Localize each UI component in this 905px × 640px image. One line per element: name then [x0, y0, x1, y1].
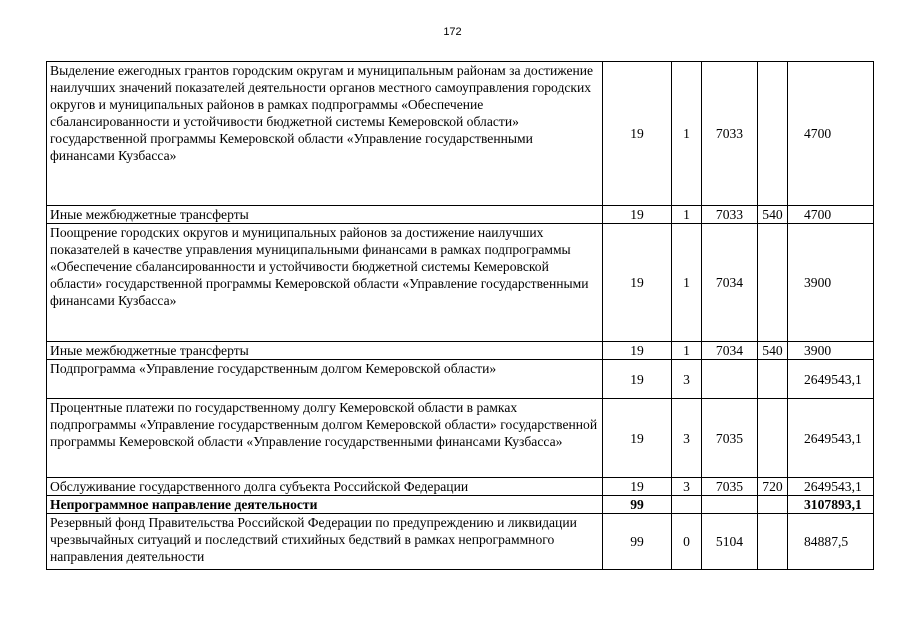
amount: 3900 — [788, 342, 874, 360]
expense-type-code — [758, 360, 788, 399]
amount: 4700 — [788, 62, 874, 206]
amount: 2649543,1 — [788, 360, 874, 399]
table-row — [47, 62, 874, 206]
row-name: Подпрограмма «Управление государственным долгом Кемеровской области» — [47, 360, 603, 399]
expense-type-code — [758, 62, 788, 206]
amount: 3900 — [788, 224, 874, 342]
row-name: Непрограммное направление деятельности — [47, 496, 603, 514]
row-name: Выделение ежегодных грантов городским округам и муниципальным районам за достижение наилучших значений показателей деятельности органов местного самоуправления городских округов и муниципальных районов в рамках подпрограммы «Обеспечение сбалансированности и устойчивости бюджетной системы Кемеровской области» государственной программы Кемеровской области «Управление государственными финансами Кузбасса» — [47, 62, 603, 206]
direction-code: 7034 — [702, 342, 758, 360]
table-row — [47, 399, 874, 478]
amount: 2649543,1 — [788, 478, 874, 496]
row-name: Процентные платежи по государственному долгу Кемеровской области в рамках подпрограммы «Управление государственным долгом Кемеровской области» государственной программы Кемеровской области «Управление государственными финансами Кузбасса» — [47, 399, 603, 478]
subprogram-code: 3 — [672, 478, 702, 496]
expense-type-code: 720 — [758, 478, 788, 496]
program-code: 19 — [603, 342, 672, 360]
subprogram-code: 1 — [672, 342, 702, 360]
table-row — [47, 496, 874, 514]
direction-code — [702, 496, 758, 514]
subprogram-code: 1 — [672, 206, 702, 224]
page-number: 172 — [443, 26, 462, 38]
direction-code: 7034 — [702, 224, 758, 342]
table-row — [47, 206, 874, 224]
amount: 84887,5 — [788, 514, 874, 570]
table-row — [47, 514, 874, 570]
row-name: Резервный фонд Правительства Российской Федерации по предупреждению и ликвидации чрезвычайных ситуаций и последствий стихийных бедствий в рамках непрограммного направления деятельности — [47, 514, 603, 570]
direction-code: 7035 — [702, 478, 758, 496]
subprogram-code: 1 — [672, 62, 702, 206]
row-name: Обслуживание государственного долга субъекта Российской Федерации — [47, 478, 603, 496]
subprogram-code: 1 — [672, 224, 702, 342]
table-row — [47, 224, 874, 342]
table-row — [47, 478, 874, 496]
table-row — [47, 342, 874, 360]
subprogram-code: 3 — [672, 399, 702, 478]
direction-code: 7035 — [702, 399, 758, 478]
table-row — [47, 360, 874, 399]
row-name: Поощрение городских округов и муниципальных районов за достижение наилучших показателей в качестве управления муниципальными финансами в рамках подпрограммы «Обеспечение сбалансированности и устойчивости бюджетной системы Кемеровской области» государственной программы Кемеровской области «Управление государственными финансами Кузбасса» — [47, 224, 603, 342]
expense-type-code: 540 — [758, 342, 788, 360]
program-code: 99 — [603, 514, 672, 570]
row-name: Иные межбюджетные трансферты — [47, 342, 603, 360]
direction-code: 5104 — [702, 514, 758, 570]
row-name: Иные межбюджетные трансферты — [47, 206, 603, 224]
expense-type-code — [758, 399, 788, 478]
direction-code: 7033 — [702, 206, 758, 224]
subprogram-code: 3 — [672, 360, 702, 399]
amount: 4700 — [788, 206, 874, 224]
amount: 3107893,1 — [788, 496, 874, 514]
subprogram-code: 0 — [672, 514, 702, 570]
program-code: 19 — [603, 206, 672, 224]
program-code: 19 — [603, 360, 672, 399]
expense-type-code: 540 — [758, 206, 788, 224]
direction-code: 7033 — [702, 62, 758, 206]
amount: 2649543,1 — [788, 399, 874, 478]
budget-table — [46, 61, 874, 570]
subprogram-code — [672, 496, 702, 514]
program-code: 19 — [603, 478, 672, 496]
direction-code — [702, 360, 758, 399]
program-code: 19 — [603, 399, 672, 478]
program-code: 19 — [603, 224, 672, 342]
expense-type-code — [758, 496, 788, 514]
program-code: 99 — [603, 496, 672, 514]
expense-type-code — [758, 514, 788, 570]
program-code: 19 — [603, 62, 672, 206]
expense-type-code — [758, 224, 788, 342]
